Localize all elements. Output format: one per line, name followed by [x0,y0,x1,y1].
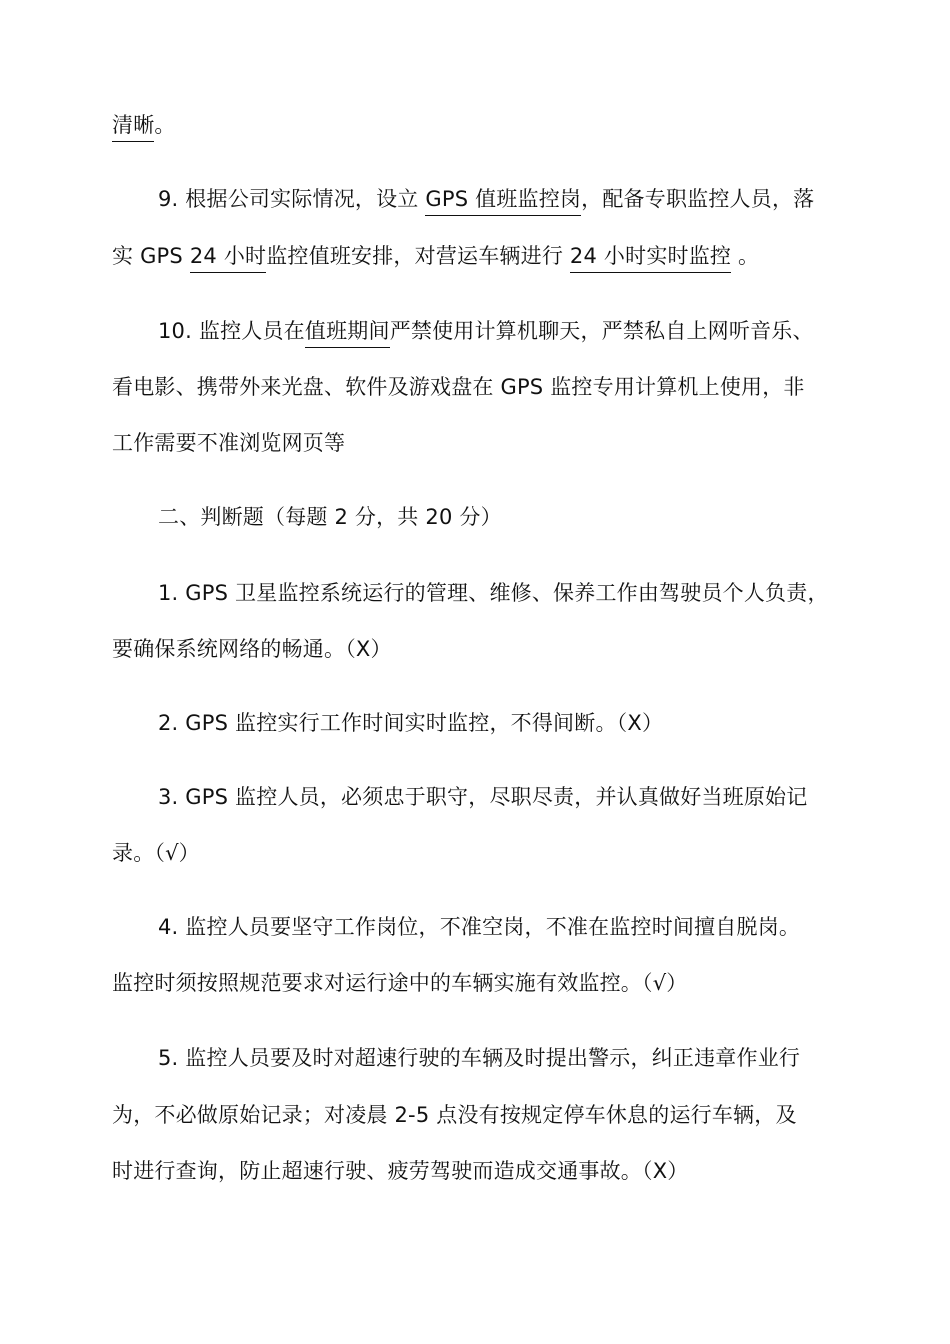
text-line: 要确保系统网络的畅通。（X） [112,637,392,661]
text-line: 时进行查询，防止超速行驶、疲劳驾驶而造成交通事故。（X） [112,1159,689,1183]
blank-answer: 24 小时 [190,244,266,273]
text-line: 工作需要不准浏览网页等 [112,431,346,455]
judge-item-4: 4. 监控人员要坚守工作岗位，不准空岗，不准在监控时间擅自脱岗。 [158,915,801,939]
text-line: 监控时须按照规范要求对运行途中的车辆实施有效监控。（√） [112,971,688,995]
judge-item-1: 1. GPS 卫星监控系统运行的管理、维修、保养工作由驾驶员个人负责， [158,581,829,605]
blank-answer: GPS 值班监控岗 [425,187,581,216]
text-line: 看电影、携带外来光盘、软件及游戏盘在 GPS 监控专用计算机上使用，非 [112,375,805,399]
blank-answer: 值班期间 [305,319,390,348]
fill-item-10: 10. 监控人员在值班期间严禁使用计算机聊天，严禁私自上网听音乐、 [158,316,814,346]
blank-answer: 24 小时实时监控 [570,244,731,273]
text-line: 清晰。 [112,110,176,140]
blank-answer: 清晰 [112,113,154,142]
section-heading: 二、判断题（每题 2 分，共 20 分） [158,505,502,529]
judge-item-2: 2. GPS 监控实行工作时间实时监控，不得间断。（X） [158,711,664,735]
judge-item-3: 3. GPS 监控人员，必须忠于职守，尽职尽责，并认真做好当班原始记 [158,785,808,809]
text-line: 为，不必做原始记录；对凌晨 2-5 点没有按规定停车休息的运行车辆，及 [112,1103,797,1127]
judge-item-5: 5. 监控人员要及时对超速行驶的车辆及时提出警示，纠正违章作业行 [158,1046,801,1070]
text-line: 录。（√） [112,841,200,865]
fill-item-9: 9. 根据公司实际情况，设立 GPS 值班监控岗，配备专职监控人员，落 [158,184,814,214]
text-line: 实 GPS 24 小时监控值班安排，对营运车辆进行 24 小时实时监控 。 [112,241,759,271]
